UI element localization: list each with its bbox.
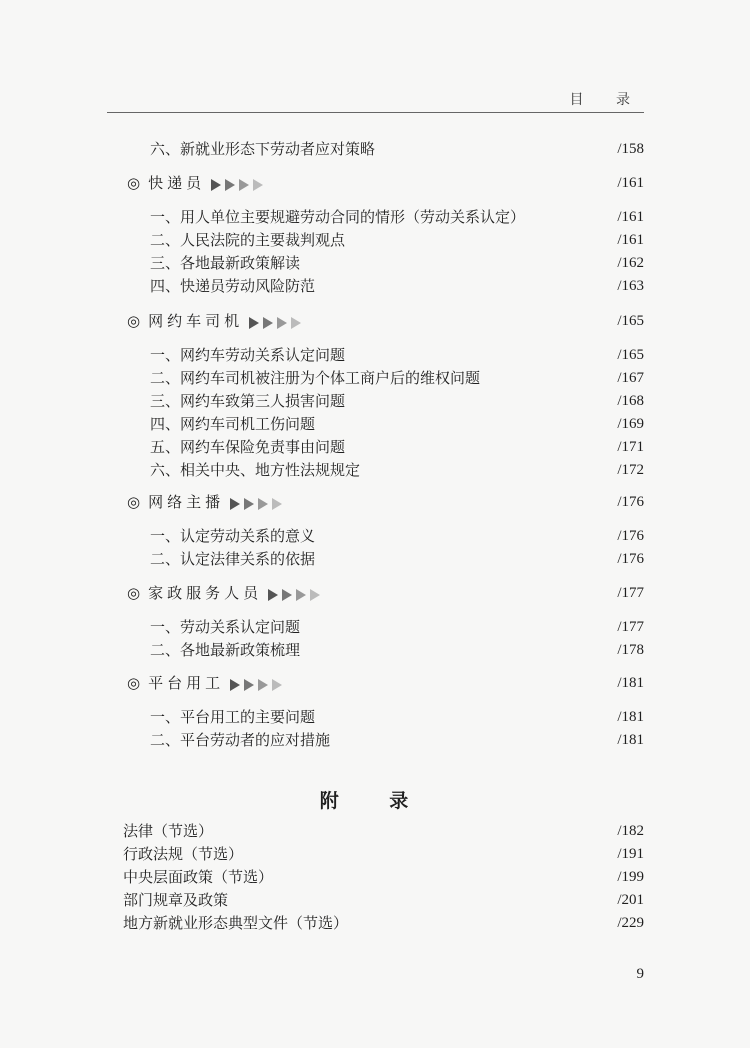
toc-item[interactable] (0, 252, 750, 274)
toc-section[interactable] (0, 491, 750, 513)
toc-item[interactable] (0, 639, 750, 661)
toc-item[interactable] (0, 390, 750, 412)
toc-item-page: /163 (617, 278, 644, 294)
toc-section-label (127, 172, 267, 195)
toc-item-label: 二、人民法院的主要裁判观点 (150, 231, 346, 249)
appendix-item-page: /191 (617, 846, 644, 862)
section-arrows-icon (230, 492, 286, 514)
triangle-arrow-icon (277, 317, 287, 329)
toc-item[interactable] (0, 548, 750, 570)
toc-item-label: 六、相关中央、地方性法规规定 (150, 461, 361, 479)
toc-item[interactable] (0, 525, 750, 547)
triangle-arrow-icon (268, 589, 278, 601)
section-arrows-icon (249, 311, 305, 333)
toc-item[interactable] (0, 729, 750, 751)
triangle-arrow-icon (291, 317, 301, 329)
double-circle-icon: ◎ (127, 674, 141, 692)
page-number: 9 (636, 966, 644, 982)
toc-item-page: /178 (617, 642, 644, 658)
toc-item-label: 二、各地最新政策梳理 (150, 641, 301, 659)
toc-item-label: 一、平台用工的主要问题 (150, 708, 316, 726)
triangle-arrow-icon (249, 317, 259, 329)
appendix-item-label: 部门规章及政策 (123, 891, 229, 909)
toc-item-page: /168 (617, 393, 644, 409)
triangle-arrow-icon (272, 679, 282, 691)
toc-item-label: 二、网约车司机被注册为个体工商户后的维权问题 (150, 369, 481, 387)
section-title: 家政服务人员 (148, 584, 263, 602)
appendix-item-page: /229 (617, 915, 644, 931)
toc-section-page: /176 (617, 494, 644, 510)
triangle-arrow-icon (282, 589, 292, 601)
toc-item-label: 一、网约车劳动关系认定问题 (150, 346, 346, 364)
running-header: 目 录 (569, 92, 644, 108)
triangle-arrow-icon (258, 679, 268, 691)
toc-section[interactable] (0, 310, 750, 332)
toc-item-page: /171 (617, 439, 644, 455)
appendix-item-label: 地方新就业形态典型文件（节选） (123, 914, 349, 932)
triangle-arrow-icon (230, 498, 240, 510)
toc-section-page: /181 (617, 675, 644, 691)
toc-section-page: /165 (617, 313, 644, 329)
toc-item[interactable] (0, 275, 750, 297)
toc-section-label (127, 672, 286, 695)
section-arrows-icon (230, 673, 286, 695)
toc-item-page: /162 (617, 255, 644, 271)
toc-item[interactable] (0, 206, 750, 228)
toc-item-page: /161 (617, 209, 644, 225)
toc-item[interactable] (0, 616, 750, 638)
toc-item-page: /158 (617, 141, 644, 157)
toc-item-page: /181 (617, 732, 644, 748)
triangle-arrow-icon (211, 179, 221, 191)
triangle-arrow-icon (253, 179, 263, 191)
toc-item-page: /176 (617, 528, 644, 544)
toc-item-label: 一、认定劳动关系的意义 (150, 527, 316, 545)
appendix-item-label: 法律（节选） (123, 822, 214, 840)
appendix-item[interactable] (0, 820, 750, 842)
double-circle-icon: ◎ (127, 312, 141, 330)
triangle-arrow-icon (225, 179, 235, 191)
appendix-item-page: /201 (617, 892, 644, 908)
toc-section-label (127, 310, 305, 333)
toc-section-page: /161 (617, 175, 644, 191)
toc-item-page: /177 (617, 619, 644, 635)
appendix-item[interactable] (0, 866, 750, 888)
triangle-arrow-icon (296, 589, 306, 601)
section-title: 平台用工 (148, 674, 225, 692)
toc-item-page: /161 (617, 232, 644, 248)
appendix-item[interactable] (0, 889, 750, 911)
toc-item-label: 六、新就业形态下劳动者应对策略 (150, 140, 376, 158)
appendix-item-page: /182 (617, 823, 644, 839)
toc-section[interactable] (0, 672, 750, 694)
toc-item-label: 一、劳动关系认定问题 (150, 618, 301, 636)
toc-section[interactable] (0, 172, 750, 194)
triangle-arrow-icon (258, 498, 268, 510)
toc-item-label: 二、平台劳动者的应对措施 (150, 731, 331, 749)
toc-item-label: 四、快递员劳动风险防范 (150, 277, 316, 295)
toc-item-page: /176 (617, 551, 644, 567)
toc-item-page: /172 (617, 462, 644, 478)
toc-item-page: /181 (617, 709, 644, 725)
triangle-arrow-icon (239, 179, 249, 191)
toc-item[interactable] (0, 459, 750, 481)
toc-item[interactable] (0, 706, 750, 728)
section-arrows-icon (211, 173, 267, 195)
triangle-arrow-icon (244, 498, 254, 510)
toc-item[interactable] (0, 229, 750, 251)
appendix-item[interactable] (0, 912, 750, 934)
toc-item-page: /167 (617, 370, 644, 386)
toc-item-label: 四、网约车司机工伤问题 (150, 415, 316, 433)
appendix-title: 附 录 (319, 790, 431, 812)
section-title: 网约车司机 (148, 312, 244, 330)
toc-section-label (127, 582, 324, 605)
double-circle-icon: ◎ (127, 493, 141, 511)
appendix-item-label: 中央层面政策（节选） (123, 868, 274, 886)
toc-item-label: 五、网约车保险免责事由问题 (150, 438, 346, 456)
section-title: 网络主播 (148, 493, 225, 511)
toc-item[interactable] (0, 138, 750, 160)
triangle-arrow-icon (272, 498, 282, 510)
toc-item[interactable] (0, 413, 750, 435)
appendix-item-label: 行政法规（节选） (123, 845, 244, 863)
section-arrows-icon (268, 583, 324, 605)
toc-item-label: 一、用人单位主要规避劳动合同的情形（劳动关系认定） (150, 208, 526, 226)
toc-item-page: /169 (617, 416, 644, 432)
toc-item-label: 三、各地最新政策解读 (150, 254, 301, 272)
toc-item-label: 二、认定法律关系的依据 (150, 550, 316, 568)
toc-item[interactable] (0, 344, 750, 366)
triangle-arrow-icon (230, 679, 240, 691)
toc-item-page: /165 (617, 347, 644, 363)
toc-item-label: 三、网约车致第三人损害问题 (150, 392, 346, 410)
triangle-arrow-icon (310, 589, 320, 601)
toc-section-label (127, 491, 286, 514)
toc-section[interactable] (0, 582, 750, 604)
section-title: 快递员 (148, 174, 206, 192)
double-circle-icon: ◎ (127, 174, 141, 192)
header-divider (107, 112, 644, 113)
toc-section-page: /177 (617, 585, 644, 601)
toc-item[interactable] (0, 436, 750, 458)
triangle-arrow-icon (263, 317, 273, 329)
triangle-arrow-icon (244, 679, 254, 691)
toc-item[interactable] (0, 367, 750, 389)
appendix-item[interactable] (0, 843, 750, 865)
double-circle-icon: ◎ (127, 584, 141, 602)
appendix-item-page: /199 (617, 869, 644, 885)
